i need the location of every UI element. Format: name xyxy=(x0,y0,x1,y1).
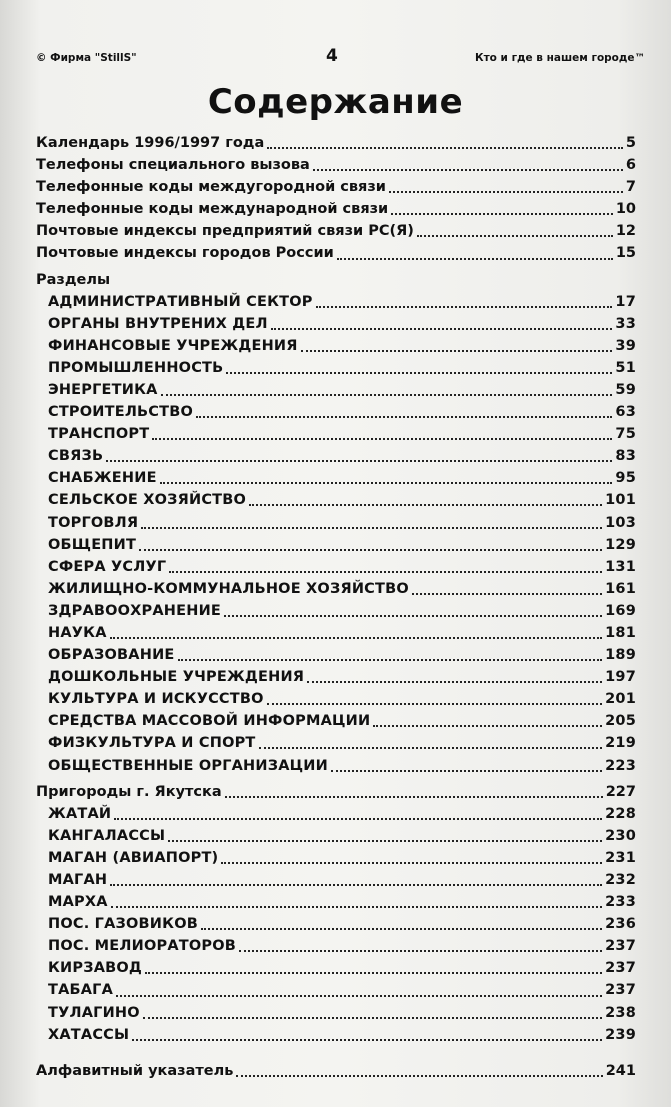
toc-entry xyxy=(36,578,636,600)
toc-entry-page: 75 xyxy=(615,426,636,443)
toc-entry-page: 63 xyxy=(615,404,636,421)
toc-entry-label: Телефонные коды междугородной связи xyxy=(36,179,386,196)
toc-entry xyxy=(36,732,636,754)
toc-entry-label: СНАБЖЕНИЕ xyxy=(48,470,157,487)
toc-entry xyxy=(36,979,636,1001)
toc-entry xyxy=(36,755,636,777)
dot-leader xyxy=(331,770,602,772)
toc-entry xyxy=(36,423,636,445)
toc-entry-page: 59 xyxy=(615,381,636,398)
toc-entry xyxy=(36,132,636,154)
toc-entry-label: ТОРГОВЛЯ xyxy=(48,514,139,531)
toc-entry-label: Телефоны специального вызова xyxy=(36,157,310,174)
toc-entry xyxy=(36,869,636,891)
toc-entry-label: ПОС. МЕЛИОРАТОРОВ xyxy=(48,938,236,955)
section-entries xyxy=(36,291,636,777)
toc-entry-label: ТРАНСПОРТ xyxy=(48,426,150,443)
dot-leader xyxy=(271,328,613,330)
toc-entry-label: МАГАН xyxy=(48,872,108,888)
toc-entry-label: Почтовые индексы предприятий связи РС(Я) xyxy=(36,223,414,240)
toc-entry-label: ПРОМЫШЛЕННОСТЬ xyxy=(48,359,224,376)
toc-entry-page: 181 xyxy=(605,624,636,641)
dot-leader xyxy=(106,460,612,462)
dot-leader xyxy=(313,169,623,171)
toc-entry xyxy=(36,379,636,401)
toc-entry xyxy=(36,644,636,666)
toc-entry-page: 95 xyxy=(615,470,636,487)
toc-entry-page: 33 xyxy=(615,315,636,332)
toc-entry-label: КАНГАЛАССЫ xyxy=(48,827,166,844)
toc-entry-page: 197 xyxy=(605,669,636,686)
dot-leader xyxy=(110,884,602,886)
toc-entry-label: ОБРАЗОВАНИЕ xyxy=(48,647,175,664)
dot-leader xyxy=(236,1075,602,1077)
toc-entry xyxy=(36,600,636,622)
toc-entry-label: Телефонные коды международной связи xyxy=(36,201,389,218)
dot-leader xyxy=(110,637,603,639)
dot-leader xyxy=(373,725,602,727)
dot-leader xyxy=(316,306,613,308)
toc-entry-page: 201 xyxy=(605,691,636,708)
toc-entry-page: 227 xyxy=(605,783,636,800)
toc-entry-label: Календарь 1996/1997 года xyxy=(36,135,265,151)
toc-entry xyxy=(36,935,636,957)
toc-entry-page: 131 xyxy=(605,558,636,575)
dot-leader xyxy=(143,1017,602,1019)
toc-entry-page: 103 xyxy=(605,514,636,531)
toc-entry-label: ТУЛАГИНО xyxy=(48,1004,140,1021)
toc-entry-page: 239 xyxy=(605,1026,636,1043)
toc-entry xyxy=(36,957,636,979)
toc-entry-page: 15 xyxy=(615,245,636,262)
toc-entry-page: 237 xyxy=(605,938,636,955)
toc-entry-page: 51 xyxy=(615,359,636,376)
toc-entry-page: 219 xyxy=(605,735,636,752)
dot-leader xyxy=(225,796,603,798)
toc-entry-page: 241 xyxy=(605,1062,636,1079)
toc-entry xyxy=(36,825,636,847)
toc-entry xyxy=(36,556,636,578)
dot-leader xyxy=(111,906,602,908)
toc-entry xyxy=(36,242,636,264)
toc-entry-label: Пригороды г. Якутска xyxy=(36,783,222,800)
toc-entry xyxy=(36,445,636,467)
dot-leader xyxy=(337,258,613,260)
toc-entry xyxy=(36,313,636,335)
toc-entry xyxy=(36,913,636,935)
header-page-number: 4 xyxy=(326,46,338,66)
toc-entry-label: АДМИНИСТРАТИВНЫЙ СЕКТОР xyxy=(48,293,313,310)
page-title: Содержание xyxy=(207,82,464,122)
toc-entry-page: 6 xyxy=(625,157,636,174)
toc-entry xyxy=(36,176,636,198)
toc-entry-label: Алфавитный указатель xyxy=(36,1062,234,1079)
dot-leader xyxy=(145,972,602,974)
toc-entry-label: ПОС. ГАЗОВИКОВ xyxy=(48,916,198,933)
suburb-entries xyxy=(36,803,636,1046)
toc-entry-label: СТРОИТЕЛЬСТВО xyxy=(48,404,194,421)
toc-entry xyxy=(36,622,636,644)
toc-entry xyxy=(36,467,636,489)
toc-entry-label: КИРЗАВОД xyxy=(48,960,143,977)
dot-leader xyxy=(152,438,612,440)
toc-entry-label: ХАТАССЫ xyxy=(48,1026,130,1043)
header-book-title: Кто и где в нашем городе™ xyxy=(475,52,645,64)
toc-entry-page: 230 xyxy=(605,827,636,844)
table-of-contents xyxy=(36,132,636,1082)
toc-entry-page: 233 xyxy=(605,894,636,911)
dot-leader xyxy=(160,482,613,484)
toc-entry-page: 232 xyxy=(605,872,636,888)
toc-entry-page: 17 xyxy=(615,293,636,310)
toc-entry xyxy=(36,1024,636,1046)
dot-leader xyxy=(196,416,612,418)
toc-entry xyxy=(36,803,636,825)
toc-entry xyxy=(36,781,636,803)
toc-entry xyxy=(36,154,636,176)
toc-entry xyxy=(36,291,636,313)
toc-entry-label: СРЕДСТВА МАССОВОЙ ИНФОРМАЦИИ xyxy=(48,713,371,730)
toc-entry xyxy=(36,688,636,710)
toc-entry-page: 39 xyxy=(615,337,636,354)
dot-leader xyxy=(301,350,613,352)
dot-leader xyxy=(267,147,623,149)
dot-leader xyxy=(168,840,602,842)
toc-entry xyxy=(36,512,636,534)
toc-entry-page: 5 xyxy=(625,135,636,151)
toc-entry xyxy=(36,710,636,732)
toc-entry-page: 10 xyxy=(615,201,636,218)
toc-entry xyxy=(36,357,636,379)
dot-leader xyxy=(249,504,602,506)
dot-leader xyxy=(114,818,602,820)
dot-leader xyxy=(389,191,623,193)
toc-entry-page: 189 xyxy=(605,647,636,664)
toc-entry-label: МАГАН (АВИАПОРТ) xyxy=(48,849,219,866)
index-entry xyxy=(36,1060,636,1082)
suburbs-entry xyxy=(36,781,636,803)
toc-entry-label: ФИНАНСОВЫЕ УЧРЕЖДЕНИЯ xyxy=(48,337,298,354)
toc-entry-page: 237 xyxy=(605,960,636,977)
toc-entry xyxy=(36,220,636,242)
toc-entry xyxy=(36,891,636,913)
dot-leader xyxy=(221,862,602,864)
toc-entry-label: Почтовые индексы городов России xyxy=(36,245,334,262)
dot-leader xyxy=(259,747,603,749)
toc-entry xyxy=(36,198,636,220)
toc-entry-label: СФЕРА УСЛУГ xyxy=(48,558,167,575)
dot-leader xyxy=(391,213,613,215)
dot-leader xyxy=(161,394,613,396)
dot-leader xyxy=(141,527,602,529)
sections-heading: Разделы xyxy=(36,271,111,288)
dot-leader xyxy=(239,950,602,952)
toc-entry-label: ЗДРАВООХРАНЕНИЕ xyxy=(48,602,222,619)
toc-entry xyxy=(36,1002,636,1024)
toc-entry-label: ОРГАНЫ ВНУТРЕНИХ ДЕЛ xyxy=(48,315,268,332)
page-header xyxy=(36,48,645,68)
toc-entry-label: ТАБАГА xyxy=(48,982,114,999)
toc-entry xyxy=(36,335,636,357)
toc-entry xyxy=(36,847,636,869)
toc-entry-label: НАУКА xyxy=(48,624,107,641)
toc-entry xyxy=(36,489,636,511)
toc-entry-label: ДОШКОЛЬНЫЕ УЧРЕЖДЕНИЯ xyxy=(48,669,305,686)
toc-entry-label: МАРХА xyxy=(48,894,108,911)
toc-entry-page: 205 xyxy=(605,713,636,730)
dot-leader xyxy=(132,1039,602,1041)
toc-entry-page: 169 xyxy=(605,602,636,619)
toc-entry-page: 7 xyxy=(625,179,636,196)
toc-entry-label: ОБЩЕПИТ xyxy=(48,536,137,553)
toc-entry-page: 228 xyxy=(605,805,636,822)
header-copyright: © Фирма "StillS" xyxy=(36,52,137,64)
dot-leader xyxy=(201,928,602,930)
toc-entry-page: 236 xyxy=(605,916,636,933)
toc-entry xyxy=(36,666,636,688)
toc-entry-label: СЕЛЬСКОЕ ХОЗЯЙСТВО xyxy=(48,492,247,509)
toc-entry-page: 231 xyxy=(605,849,636,866)
toc-entry-label: ОБЩЕСТВЕННЫЕ ОРГАНИЗАЦИИ xyxy=(48,757,328,774)
dot-leader xyxy=(224,615,602,617)
toc-entry-label: ЖАТАЙ xyxy=(48,805,112,822)
toc-entry xyxy=(36,1060,636,1082)
toc-entry-page: 161 xyxy=(605,580,636,597)
toc-entry-label: ЭНЕРГЕТИКА xyxy=(48,381,158,398)
dot-leader xyxy=(267,703,602,705)
toc-entry-label: СВЯЗЬ xyxy=(48,448,104,465)
dot-leader xyxy=(169,571,602,573)
toc-entry-label: ФИЗКУЛЬТУРА И СПОРТ xyxy=(48,735,256,752)
dot-leader xyxy=(307,681,602,683)
toc-entry-label: КУЛЬТУРА И ИСКУССТВО xyxy=(48,691,264,708)
dot-leader xyxy=(116,995,602,997)
toc-entry-page: 83 xyxy=(615,448,636,465)
toc-entry-label: ЖИЛИЩНО-КОММУНАЛЬНОЕ ХОЗЯЙСТВО xyxy=(48,580,409,597)
intro-entries xyxy=(36,132,636,265)
toc-entry-page: 223 xyxy=(605,757,636,774)
dot-leader xyxy=(417,235,613,237)
toc-entry-page: 129 xyxy=(605,536,636,553)
toc-entry xyxy=(36,401,636,423)
dot-leader xyxy=(139,549,602,551)
dot-leader xyxy=(226,372,612,374)
dot-leader xyxy=(178,659,603,661)
toc-entry-page: 101 xyxy=(605,492,636,509)
dot-leader xyxy=(412,593,602,595)
toc-entry-page: 12 xyxy=(615,223,636,240)
toc-entry xyxy=(36,534,636,556)
toc-entry-page: 238 xyxy=(605,1004,636,1021)
toc-entry-page: 237 xyxy=(605,982,636,999)
